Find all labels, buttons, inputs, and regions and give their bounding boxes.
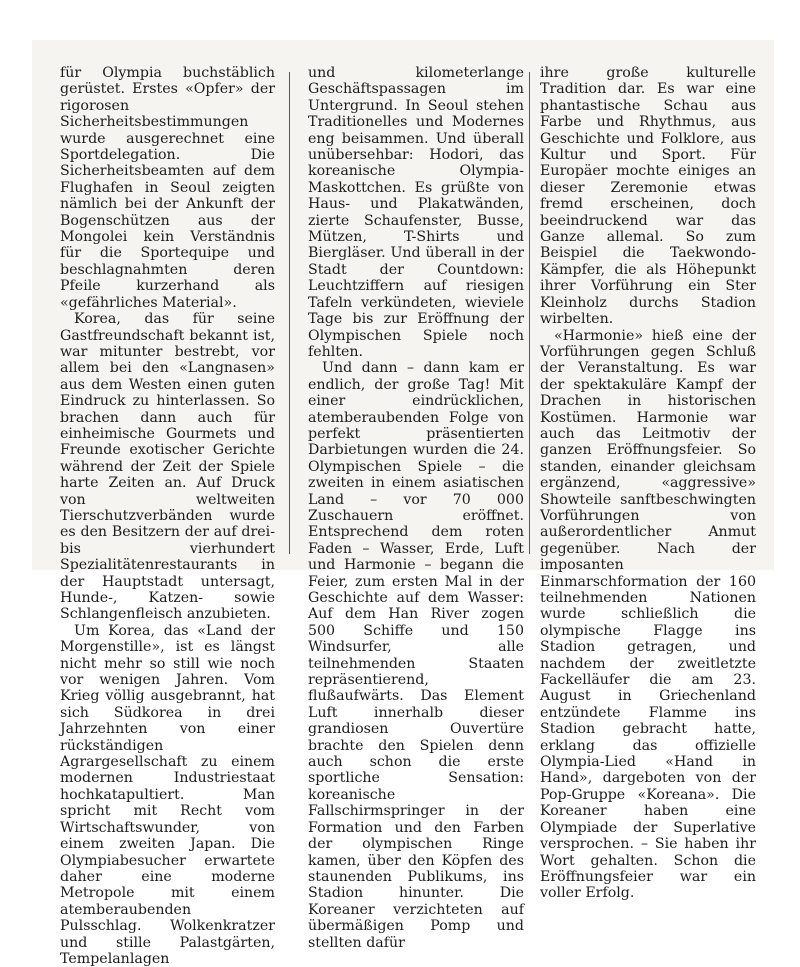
paragraph: «Harmonie» hieß eine der Vorführungen gegen Schluß der Veranstaltung. Es war der spektakuläre Kampf der Drachen in historischen Kostümen. Harmonie war auch das Leitmotiv der ganzen Eröffnungsfeier. So standen, einander gleichsam ergänzend, «aggressive» Showteile sanftbeschwingten Vorführungen von außerordentlicher Anmut gegenüber. Nach der imposanten Einmarschformation der 160 teilnehmenden Nationen wurde schließlich die olympische Flagge ins Stadion getragen, und nachdem der zweitletzte Fackelläufer die am 23. August in Griechenland entzündete Flamme ins Stadion gebracht hatte, erklang das offizielle Olympia-Lied «Hand in Hand», dargeboten von der Pop-Gruppe «Koreana». Die Koreaner haben eine Olympiade der Superlative versprochen. – Sie haben ihr Wort gehalten. Schon die Eröffnungsfeier war ein voller Erfolg. (540, 327, 756, 902)
paragraph: Und dann – dann kam er endlich, der große Tag! Mit einer eindrücklichen, atemberaubenden Folge von perfekt präsentierten Darbietungen wurden die 24. Olympischen Spiele – die zweiten in einem asiatischen Land – vor 70 000 Zuschauern eröffnet. Entsprechend dem roten Faden – Wasser, Erde, Luft und Harmonie – begann die Feier, zum ersten Mal in der Geschichte auf dem Wasser: Auf dem Han River zogen 500 Schiffe und 150 Windsurfer, alle teilnehmenden Staaten repräsentierend, flußaufwärts. Das Element Luft innerhalb dieser grandiosen Ouvertüre brachte den Spielen denn auch schon die erste sportliche Sensation: koreanische Fallschirmspringer in der Formation und den Farben der olympischen Ringe kamen, über den Köpfen des staunenden Publikums, ins Stadion hinunter. Die Koreaner verzichteten auf übermäßigen Pomp und stellten dafür (308, 360, 524, 951)
paragraph: und kilometerlange Geschäftspassagen im Untergrund. In Seoul stehen Traditionelles und Modernes eng beisammen. Und überall unübersehbar: Hodori, das koreanische Olympia-Maskottchen. Es grüßte von Haus- und Plakatwänden, zierte Schaufenster, Busse, Mützen, T-Shirts und Biergläser. Und überall in der Stadt der Countdown: Leuchtziffern auf riesigen Tafeln verkündeten, wieviele Tage bis zur Eröffnung der Olympischen Spiele noch fehlten. (308, 65, 524, 360)
paragraph: Um Korea, das «Land der Morgenstille», ist es längst nicht mehr so still wie noch vor wenigen Jahren. Vom Krieg völlig ausgebrannt, hat sich Südkorea in drei Jahrzehnten von einer rückständigen Agrargesellschaft zu einem modernen Industriestaat hochkatapultiert. Man spricht mit Recht vom Wirtschaftswunder, von einem zweiten Japan. Die Olympiabesucher erwartete daher eine moderne Metropole mit einem atemberaubenden Pulsschlag. Wolkenkratzer und stille Palastgärten, Tempelanlagen (60, 622, 275, 967)
column-rule (289, 72, 290, 554)
paragraph: Korea, das für seine Gastfreundschaft bekannt ist, war mitunter bestrebt, vor allem bei den «Langnasen» aus dem Westen einen guten Eindruck zu hinterlassen. So brachen dann auch für einheimische Gourmets und Freunde exotischer Gerichte während der Zeit der Spiele harte Zeiten an. Auf Druck von weltweiten Tierschutzverbänden wurde es den Besitzern der auf drei- bis vierhundert Spezialitätenrestaurants in der Hauptstadt untersagt, Hunde-, Katzen- sowie Schlangenfleisch anzubieten. (60, 311, 275, 623)
paragraph: für Olympia buchstäblich gerüstet. Erstes «Opfer» der rigorosen Sicherheitsbestimmungen wurde ausgerechnet eine Sportdelegation. Die Sicherheitsbeamten auf dem Flughafen in Seoul zeigten nämlich bei der Ankunft der Bogenschützen aus der Mongolei kein Verständnis für die Sportequipe und beschlagnahmten deren Pfeile kurzerhand als «gefährliches Material». (60, 65, 275, 311)
paragraph: ihre große kulturelle Tradition dar. Es war eine phantastische Schau aus Farbe und Rhythmus, aus Geschichte und Folklore, aus Kultur und Sport. Für Europäer mochte einiges an dieser Zeremonie etwas fremd erscheinen, doch beeindruckend war das Ganze allemal. So zum Beispiel die Taekwondo-Kämpfer, die als Höhepunkt ihrer Vorführung ein Ster Kleinholz durchs Stadion wirbelten. (540, 65, 756, 328)
text-column-1 (60, 65, 275, 967)
column-rule (529, 72, 530, 554)
text-column-3 (540, 65, 756, 902)
text-column-2 (308, 65, 524, 951)
